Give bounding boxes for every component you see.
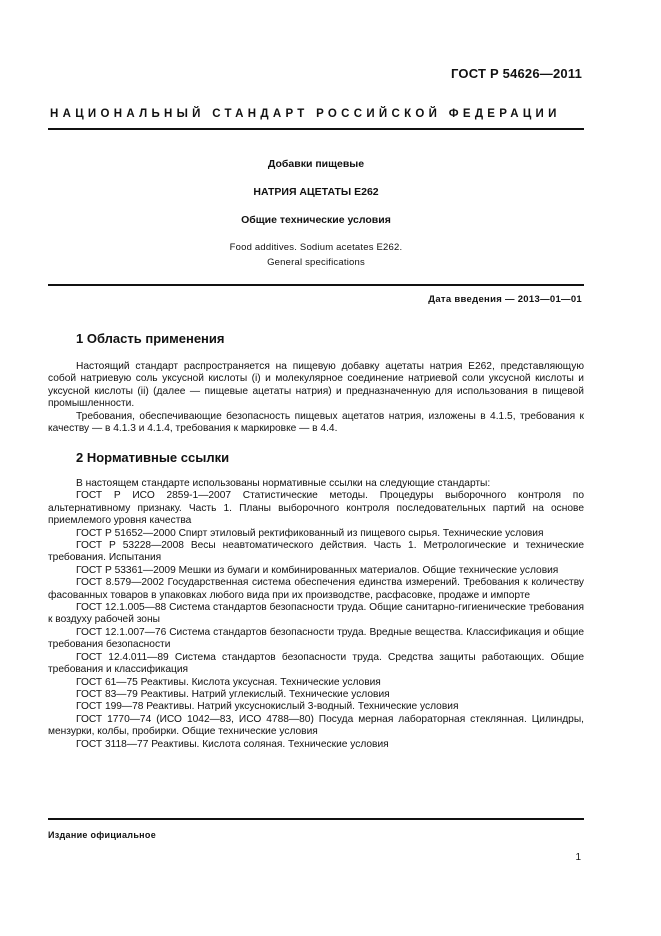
reference-item: ГОСТ Р 53361—2009 Мешки из бумаги и комбинированных материалов. Общие технические условия [76, 564, 559, 576]
page-number: 1 [575, 852, 581, 863]
reference-item: ГОСТ 12.1.005—88 Система стандартов безопасности труда. Общие санитарно-гигиенические требования к воздуху рабочей зоны [48, 602, 584, 626]
title-rule [48, 284, 584, 286]
section-1-paragraph: Требования, обеспечивающие безопасность пищевых ацетатов натрия, изложены в 4.1.5, требования к качеству — в 4.1.3 и 4.1.4, требования к маркировке — в 4.4. [48, 410, 584, 435]
edition-note: Издание официальное [48, 830, 157, 840]
reference-item: ГОСТ 3118—77 Реактивы. Кислота соляная. Технические условия [76, 738, 389, 750]
reference-item: ГОСТ 61—75 Реактивы. Кислота уксусная. Технические условия [76, 676, 381, 688]
reference-item: ГОСТ Р 53228—2008 Весы неавтоматического действия. Часть 1. Метрологические и технические требования. Испытания [48, 540, 584, 564]
reference-item: ГОСТ 83—79 Реактивы. Натрий углекислый. Технические условия [76, 688, 390, 700]
reference-item: ГОСТ Р ИСО 2859-1—2007 Статистические методы. Процедуры выборочного контроля по альтернативному признаку. Часть 1. Планы выборочного контроля последовательных партий на основе приемлемого уровня качества [48, 490, 584, 527]
section-1-heading: 1 Область применения [76, 331, 225, 346]
title-line-3: Общие технические условия [241, 214, 391, 226]
title-line-1: Добавки пищевые [267, 158, 365, 170]
reference-item: ГОСТ Р 51652—2000 Спирт этиловый ректификованный из пищевого сырья. Технические условия [76, 527, 544, 539]
reference-item: В настоящем стандарте использованы нормативные ссылки на следующие стандарты: [76, 478, 491, 489]
section-2-heading: 2 Нормативные ссылки [76, 450, 230, 465]
title-en-line-2: General specifications [267, 257, 365, 268]
footer-rule [48, 818, 584, 820]
section-1-body [48, 361, 584, 435]
section-2-body [48, 478, 584, 751]
reference-item: ГОСТ 199—78 Реактивы. Натрий уксуснокислый 3-водный. Технические условия [76, 701, 459, 713]
reference-item: ГОСТ 12.4.011—89 Система стандартов безопасности труда. Средства защиты работающих. Общие требования и классификация [48, 651, 584, 676]
section-1-paragraph: Настоящий стандарт распространяется на пищевую добавку ацетаты натрия Е262, представляющую собой натриевую соль уксусной кислоты (i) и молекулярное соединение натриевой соли уксусной кислоты и уксусной кислоты (ii) (далее — пищевые ацетаты натрия) и предназначенную для использования в пищевой промышленности. [48, 361, 584, 410]
reference-item: ГОСТ 1770—74 (ИСО 1042—83, ИСО 4788—80) Посуда мерная лабораторная стеклянная. Цилиндры, мензурки, колбы, пробирки. Общие технические условия [48, 713, 584, 738]
intro-date: Дата введения — 2013—01—01 [428, 294, 582, 305]
header-rule [48, 128, 584, 130]
title-line-2: НАТРИЯ АЦЕТАТЫ Е262 [253, 186, 379, 198]
reference-item: ГОСТ 12.1.007—76 Система стандартов безопасности труда. Вредные вещества. Классификация и общие требования безопасности [48, 626, 584, 651]
doc-number: ГОСТ Р 54626—2011 [451, 66, 582, 81]
reference-item: ГОСТ 8.579—2002 Государственная система обеспечения единства измерений. Требования к количеству фасованных товаров в упаковках любого вида при их производстве, расфасовке, продаже и импорте [48, 577, 584, 601]
title-en-line-1: Food additives. Sodium acetates E262. [229, 242, 403, 253]
national-standard-banner: НАЦИОНАЛЬНЫЙ СТАНДАРТ РОССИЙСКОЙ ФЕДЕРАЦИИ [50, 108, 561, 120]
